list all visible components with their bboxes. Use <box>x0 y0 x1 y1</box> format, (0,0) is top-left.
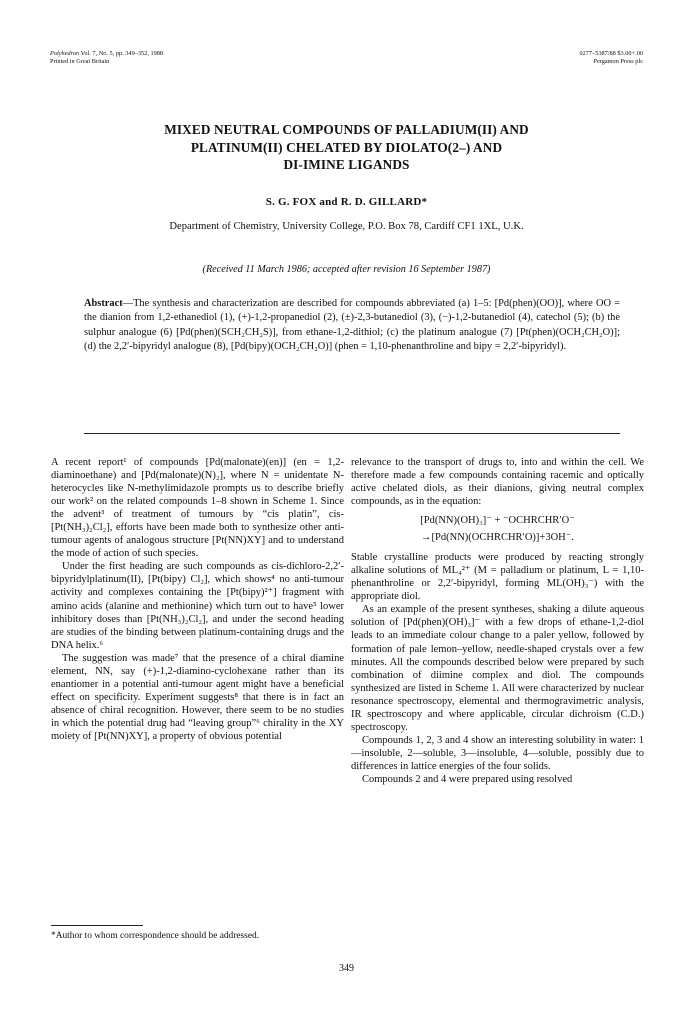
reaction-equation <box>351 512 644 546</box>
body-paragraph: Stable crystalline products were produced by reacting strongly alkaline solutions of ML₄²⁺ (M = palladium or platinum, L = 1,10-phenanthroline or 2,2′-bipyridyl, forming ML(OH)₃⁻) with the appropriate diol. <box>351 552 644 603</box>
title-line: DI-IMINE LIGANDS <box>283 157 410 172</box>
footnote: *Author to whom correspondence should be addressed. <box>51 931 260 941</box>
body-paragraph: Under the first heading are such compounds as cis-dichloro-2,2′-bipyridylplatinum(II), [Pt(bipy) Cl₂], which shows⁴ no anti-tumour activity and complexes containing the [Pt(bipy)²⁺] fragment with amino acids (alanine and methionine) which turn out to have⁵ lower inhibitory doses than [Pt(NH₃)₂Cl₂], and under the second heading are studies of the binding between platinum-containing drugs and the DNA helix.⁶ <box>51 561 344 651</box>
body-paragraph: Compounds 1, 2, 3 and 4 show an interesting solubility in water: 1—insoluble, 2—soluble, 3—insoluble, 4—soluble, possibly due to differences in lattice energies of the four solids. <box>351 734 644 772</box>
abstract-divider <box>84 433 620 434</box>
body-paragraph: relevance to the transport of drugs to, into and within the cell. We therefore made a few compounds containing racemic and optically active chelated diols, as their dianions, giving neutral complex compounds, as in the equation: <box>351 457 644 508</box>
equation-line: →[Pd(NN)(OCHRCHR′O)]+3OH⁻. <box>421 532 574 544</box>
abstract-label: Abstract <box>84 298 123 309</box>
body-column-left <box>51 456 344 743</box>
footnote-divider <box>51 925 143 926</box>
abstract <box>84 297 620 355</box>
journal-name: Polyhedron <box>50 50 80 57</box>
article-title <box>50 121 643 174</box>
authors: S. G. FOX and R. D. GILLARD* <box>265 196 428 208</box>
printed-location: Printed in Great Britain <box>50 57 110 65</box>
title-line: PLATINUM(II) CHELATED BY DIOLATO(2–) AND <box>190 139 503 155</box>
publisher: Pergamon Press plc <box>593 57 643 65</box>
equation-line: [Pd(NN)(OH)₃]⁻ + ⁻OCHRCHR′O⁻ <box>420 515 575 527</box>
body-paragraph: A recent report¹ of compounds [Pd(malonate)(en)] (en = 1,2-diaminoethane) and [Pd(malonate)(N)₂], where N = unidentate N-heterocycles like N-methylimidazole prompts us to describe briefly our work² on the related compounds 1–8 shown in Scheme 1. Since the advent³ of treatment of tumours by “cis platin”, cis-[Pt(NH₃)₂Cl₂], efforts have been made both to synthesize other anti-tumour agents of analogous structure [Pt(NN)XY] and to understand the mode of action of such species. <box>51 457 344 560</box>
body-paragraph: The suggestion was made⁷ that the presence of a chiral diamine element, NN, say (+)-1,2-diamino-cyclohexane rather than its enantiomer in a potential anti-tumour agent might have a beneficial effect on specificity. Experiment suggests⁸ that there is in fact an absence of chiral recognition. However, there seem to be no studies in which the potential drug had “leaving group”⁶ chirality in the XY moiety of [Pt(NN)XY], a property of obvious potential <box>51 652 344 742</box>
body-paragraph: As an example of the present syntheses, shaking a dilute aqueous solution of [Pd(phen)(OH)₃]⁻ with a few drops of ethane-1,2-diol leads to an immediate colour change to a paler yellow, followed by formation of pale lemon–yellow, needle-shaped crystals over a few minutes. All the compounds described below were prepared by such combination of diimine complex and diol. The compounds synthesized are listed in Scheme 1. All were characterized by nuclear resonance spectroscopy, elemental and thermogravimetric analysis, IR spectroscopy and where applicable, circular dichroism (C.D.) spectroscopy. <box>351 604 644 733</box>
journal-citation: Vol. 7, No. 5, pp. 349–352, 1988 <box>79 50 164 57</box>
received-dates: (Received 11 March 1986; accepted after revision 16 September 1987) <box>202 264 491 275</box>
body-paragraph: Compounds 2 and 4 were prepared using resolved <box>362 773 573 785</box>
affiliation: Department of Chemistry, University College, P.O. Box 78, Cardiff CF1 1XL, U.K. <box>169 221 524 232</box>
abstract-text: —The synthesis and characterization are described for compounds abbreviated (a) 1–5: [Pd(phen)(OO)], where OO = the dianion from 1,2-ethanediol (1), (+)-1,2-propanediol (2), (±)-2,3-butanediol (3), (−)-1,2-butanediol (4), catechol (5); (b) the sulphur analogue (6) [Pd(phen)(SCH₂CH₂S)], from ethane-1,2-dithiol; (c) the platinum analogue (7) [Pt(phen)(OCH₂CH₂O)]; (d) the 2,2′-bipyridyl analogue (8), [Pd(bipy)(OCH₂CH₂O)] (phen = 1,10-phenanthroline and bipy = 2,2′-bipyridyl). <box>84 298 620 353</box>
journal-header-right <box>579 50 643 65</box>
title-line: MIXED NEUTRAL COMPOUNDS OF PALLADIUM(II) AND <box>164 122 529 137</box>
journal-header-left <box>50 50 163 65</box>
body-column-right <box>351 456 644 786</box>
page-number: 349 <box>339 963 354 974</box>
issn-price: 0277–5387/88 $3.00+.00 <box>579 50 643 57</box>
